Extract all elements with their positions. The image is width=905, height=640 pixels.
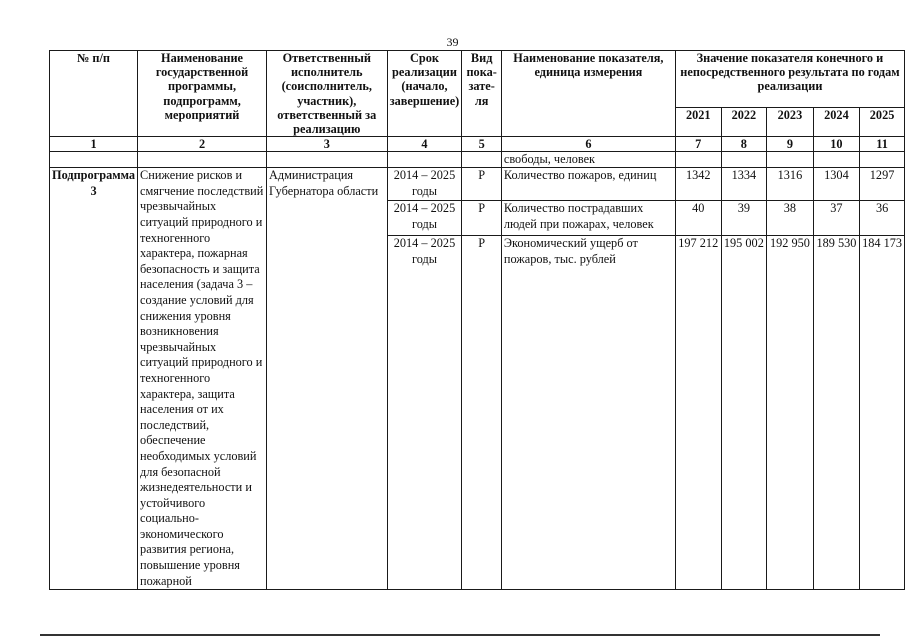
indicator-table: [49, 50, 905, 590]
indicator-type: Р: [462, 201, 501, 236]
header-year: 2023: [767, 108, 814, 137]
indicator-value: 1304: [813, 168, 860, 201]
indicator-value: 195 002: [721, 236, 767, 590]
column-number-row: [50, 137, 905, 152]
continuation-cell: [387, 152, 462, 168]
header-program-name: Наименование государственной программы, подпрограмм, мероприятий: [138, 51, 267, 137]
continuation-row: [50, 152, 905, 168]
indicator-name: Количество пожаров, единиц: [501, 168, 675, 201]
continuation-indicator: свободы, человек: [501, 152, 675, 168]
continuation-cell: [267, 152, 388, 168]
continuation-cell: [813, 152, 860, 168]
indicator-term: 2014 – 2025 годы: [387, 201, 462, 236]
header-row: [50, 51, 905, 108]
indicator-value: 189 530: [813, 236, 860, 590]
indicator-type: Р: [462, 168, 501, 201]
header-indicator-type: Вид пока-зате-ля: [462, 51, 501, 137]
column-number: 7: [675, 137, 721, 152]
header-values-group: Значение показателя конечного и непосредственного результата по годам реализации: [675, 51, 904, 108]
column-number: 5: [462, 137, 501, 152]
indicator-type: Р: [462, 236, 501, 590]
header-year: 2024: [813, 108, 860, 137]
indicator-value: 192 950: [767, 236, 814, 590]
column-number: 10: [813, 137, 860, 152]
header-year: 2025: [860, 108, 905, 137]
indicator-name: Количество пострадавших людей при пожарах, человек: [501, 201, 675, 236]
indicator-value: 1334: [721, 168, 767, 201]
indicator-value: 39: [721, 201, 767, 236]
header-year: 2022: [721, 108, 767, 137]
indicator-row: [50, 168, 905, 201]
header-indicator-name: Наименование показателя, единица измерения: [501, 51, 675, 137]
column-number: 4: [387, 137, 462, 152]
continuation-cell: [767, 152, 814, 168]
indicator-value: 40: [675, 201, 721, 236]
header-executor: Ответственный исполнитель (соисполнитель, участник), ответственный за реализацию: [267, 51, 388, 137]
continuation-cell: [50, 152, 138, 168]
column-number: 6: [501, 137, 675, 152]
subprogram-number: Подпрограмма 3: [50, 168, 138, 590]
column-number: 11: [860, 137, 905, 152]
column-number: 9: [767, 137, 814, 152]
subprogram-executor: Администрация Губернатора области: [267, 168, 388, 590]
continuation-cell: [138, 152, 267, 168]
continuation-cell: [860, 152, 905, 168]
indicator-value: 184 173: [860, 236, 905, 590]
column-number: 2: [138, 137, 267, 152]
header-term: Срок реализации (начало, завершение): [387, 51, 462, 137]
column-number: 3: [267, 137, 388, 152]
column-number: 8: [721, 137, 767, 152]
page-number: 39: [446, 35, 459, 49]
page-bottom-rule: [40, 634, 880, 636]
continuation-cell: [675, 152, 721, 168]
indicator-value: 37: [813, 201, 860, 236]
subprogram-name: Снижение рисков и смягчение последствий чрезвычайных ситуаций природного и техногенного характера, пожарная безопасность и защита населения (задача 3 – создание условий для снижения уровня возникновения чрезвычайных ситуаций природного и техногенного характера, защита населения от их последствий, обеспечение необходимых условий для безопасной жизнедеятельности и устойчивого социально-экономического развития региона, повышение уровня пожарной: [138, 168, 267, 590]
indicator-value: 1316: [767, 168, 814, 201]
continuation-cell: [462, 152, 501, 168]
indicator-value: 1342: [675, 168, 721, 201]
indicator-name: Экономический ущерб от пожаров, тыс. рублей: [501, 236, 675, 590]
header-number: № п/п: [50, 51, 138, 137]
header-year: 2021: [675, 108, 721, 137]
indicator-term: 2014 – 2025 годы: [387, 168, 462, 201]
column-number: 1: [50, 137, 138, 152]
continuation-cell: [721, 152, 767, 168]
indicator-term: 2014 – 2025 годы: [387, 236, 462, 590]
indicator-value: 1297: [860, 168, 905, 201]
indicator-value: 36: [860, 201, 905, 236]
indicator-value: 197 212: [675, 236, 721, 590]
indicator-value: 38: [767, 201, 814, 236]
